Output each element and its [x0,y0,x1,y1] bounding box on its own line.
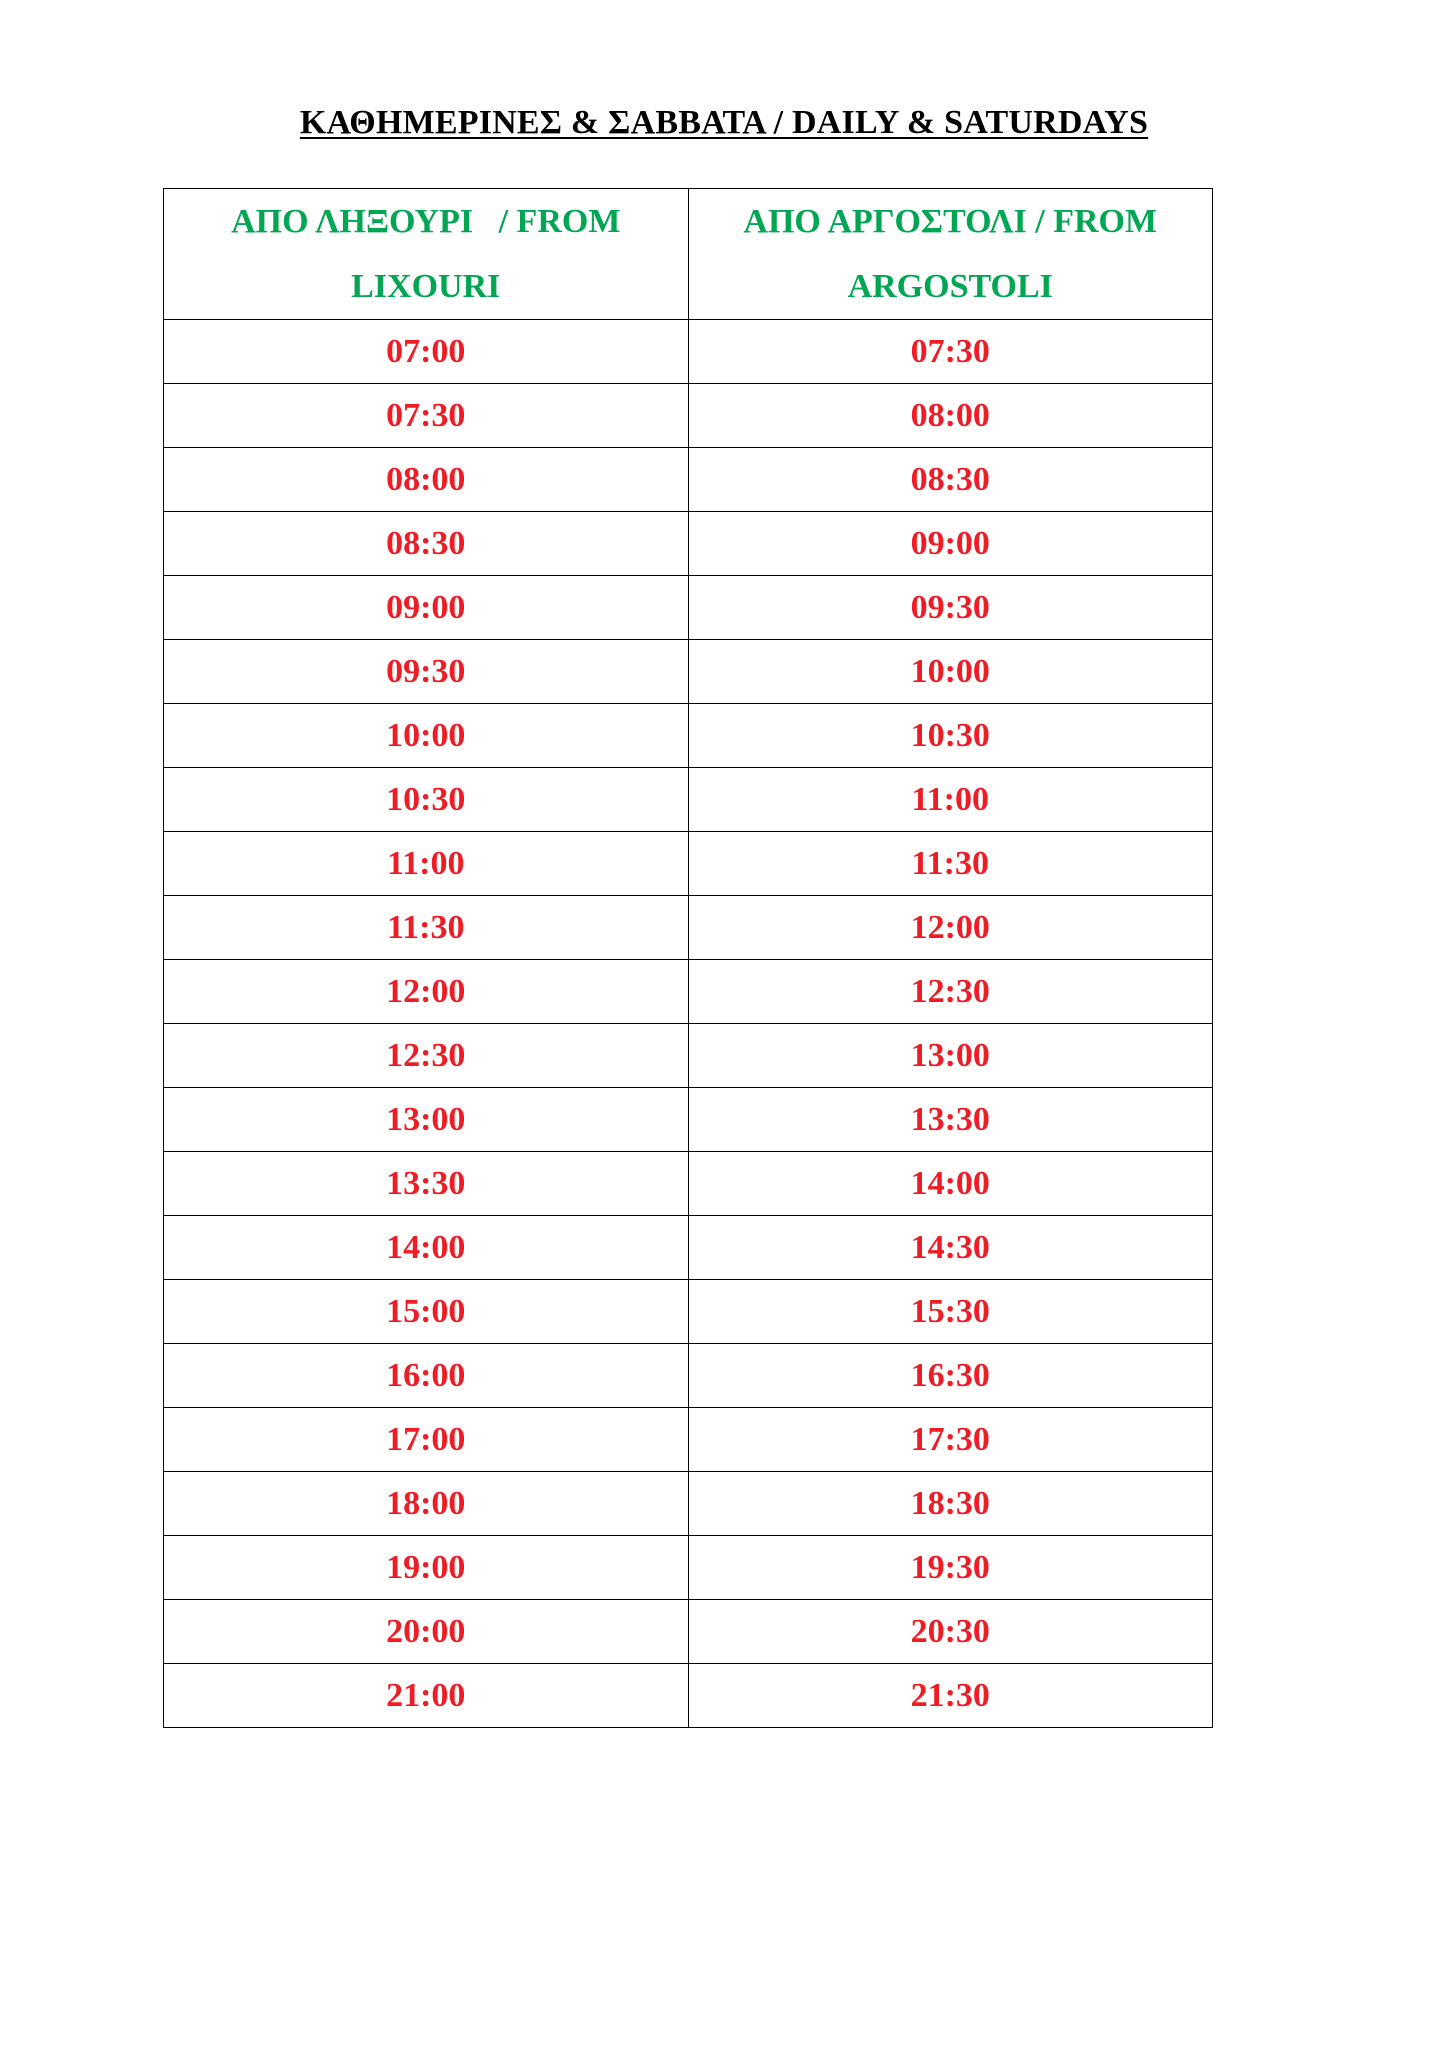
departure-time-lixouri: 16:00 [164,1344,689,1408]
column-header-from-lixouri [164,189,689,320]
table-row [164,512,1213,576]
departure-time-lixouri: 13:30 [164,1152,689,1216]
table-row [164,1088,1213,1152]
departure-time-lixouri: 10:00 [164,704,689,768]
table-row [164,704,1213,768]
table-row [164,1408,1213,1472]
departure-time-lixouri: 10:30 [164,768,689,832]
column-header-line: ΑΠΟ ΑΡΓΟΣΤΟΛΙ / FROM [743,203,1158,240]
departure-time-argostoli: 08:30 [688,448,1213,512]
table-row [164,1472,1213,1536]
departure-time-argostoli: 12:30 [688,960,1213,1024]
table-row [164,1344,1213,1408]
table-row [164,1600,1213,1664]
departure-time-argostoli: 08:00 [688,384,1213,448]
table-row [164,640,1213,704]
table-row [164,896,1213,960]
departure-time-argostoli: 14:00 [688,1152,1213,1216]
table-row [164,1216,1213,1280]
departure-time-argostoli: 10:00 [688,640,1213,704]
departure-time-argostoli: 17:30 [688,1408,1213,1472]
departure-time-argostoli: 07:30 [688,320,1213,384]
departure-time-argostoli: 11:00 [688,768,1213,832]
table-row [164,448,1213,512]
departure-time-argostoli: 14:30 [688,1216,1213,1280]
departure-time-lixouri: 09:00 [164,576,689,640]
table-row [164,960,1213,1024]
table-row [164,384,1213,448]
departure-time-argostoli: 19:30 [688,1536,1213,1600]
departure-time-lixouri: 20:00 [164,1600,689,1664]
table-row [164,832,1213,896]
column-header-line: ΑΠΟ ΛΗΞΟΥΡΙ / FROM [231,203,621,240]
departure-time-argostoli: 13:30 [688,1088,1213,1152]
table-row [164,576,1213,640]
departure-time-lixouri: 12:30 [164,1024,689,1088]
departure-time-argostoli: 09:30 [688,576,1213,640]
column-header-from-argostoli [688,189,1213,320]
departure-time-lixouri: 11:30 [164,896,689,960]
table-row [164,1664,1213,1728]
departure-time-argostoli: 21:30 [688,1664,1213,1728]
departure-time-argostoli: 20:30 [688,1600,1213,1664]
table-row [164,1024,1213,1088]
departure-time-lixouri: 13:00 [164,1088,689,1152]
departure-time-argostoli: 10:30 [688,704,1213,768]
ferry-schedule-table [163,188,1213,1728]
table-row [164,1536,1213,1600]
departure-time-lixouri: 14:00 [164,1216,689,1280]
departure-time-argostoli: 12:00 [688,896,1213,960]
departure-time-lixouri: 09:30 [164,640,689,704]
departure-time-lixouri: 11:00 [164,832,689,896]
departure-time-lixouri: 17:00 [164,1408,689,1472]
departure-time-lixouri: 07:30 [164,384,689,448]
departure-time-lixouri: 08:30 [164,512,689,576]
departure-time-argostoli: 09:00 [688,512,1213,576]
departure-time-argostoli: 13:00 [688,1024,1213,1088]
departure-time-argostoli: 15:30 [688,1280,1213,1344]
column-header-line: LIXOURI [351,268,501,305]
schedule-body [164,320,1213,1728]
departure-time-argostoli: 16:30 [688,1344,1213,1408]
departure-time-lixouri: 08:00 [164,448,689,512]
departure-time-lixouri: 15:00 [164,1280,689,1344]
table-row [164,1280,1213,1344]
departure-time-lixouri: 07:00 [164,320,689,384]
table-header-row [164,189,1213,320]
table-row [164,320,1213,384]
table-row [164,768,1213,832]
departure-time-lixouri: 18:00 [164,1472,689,1536]
column-header-line: ARGOSTOLI [847,268,1053,305]
departure-time-lixouri: 12:00 [164,960,689,1024]
departure-time-lixouri: 19:00 [164,1536,689,1600]
departure-time-argostoli: 11:30 [688,832,1213,896]
page-title: ΚΑΘΗΜΕΡΙΝΕΣ & ΣΑΒΒΑΤΑ / DAILY & SATURDAYS [299,104,1149,141]
departure-time-lixouri: 21:00 [164,1664,689,1728]
table-row [164,1152,1213,1216]
departure-time-argostoli: 18:30 [688,1472,1213,1536]
